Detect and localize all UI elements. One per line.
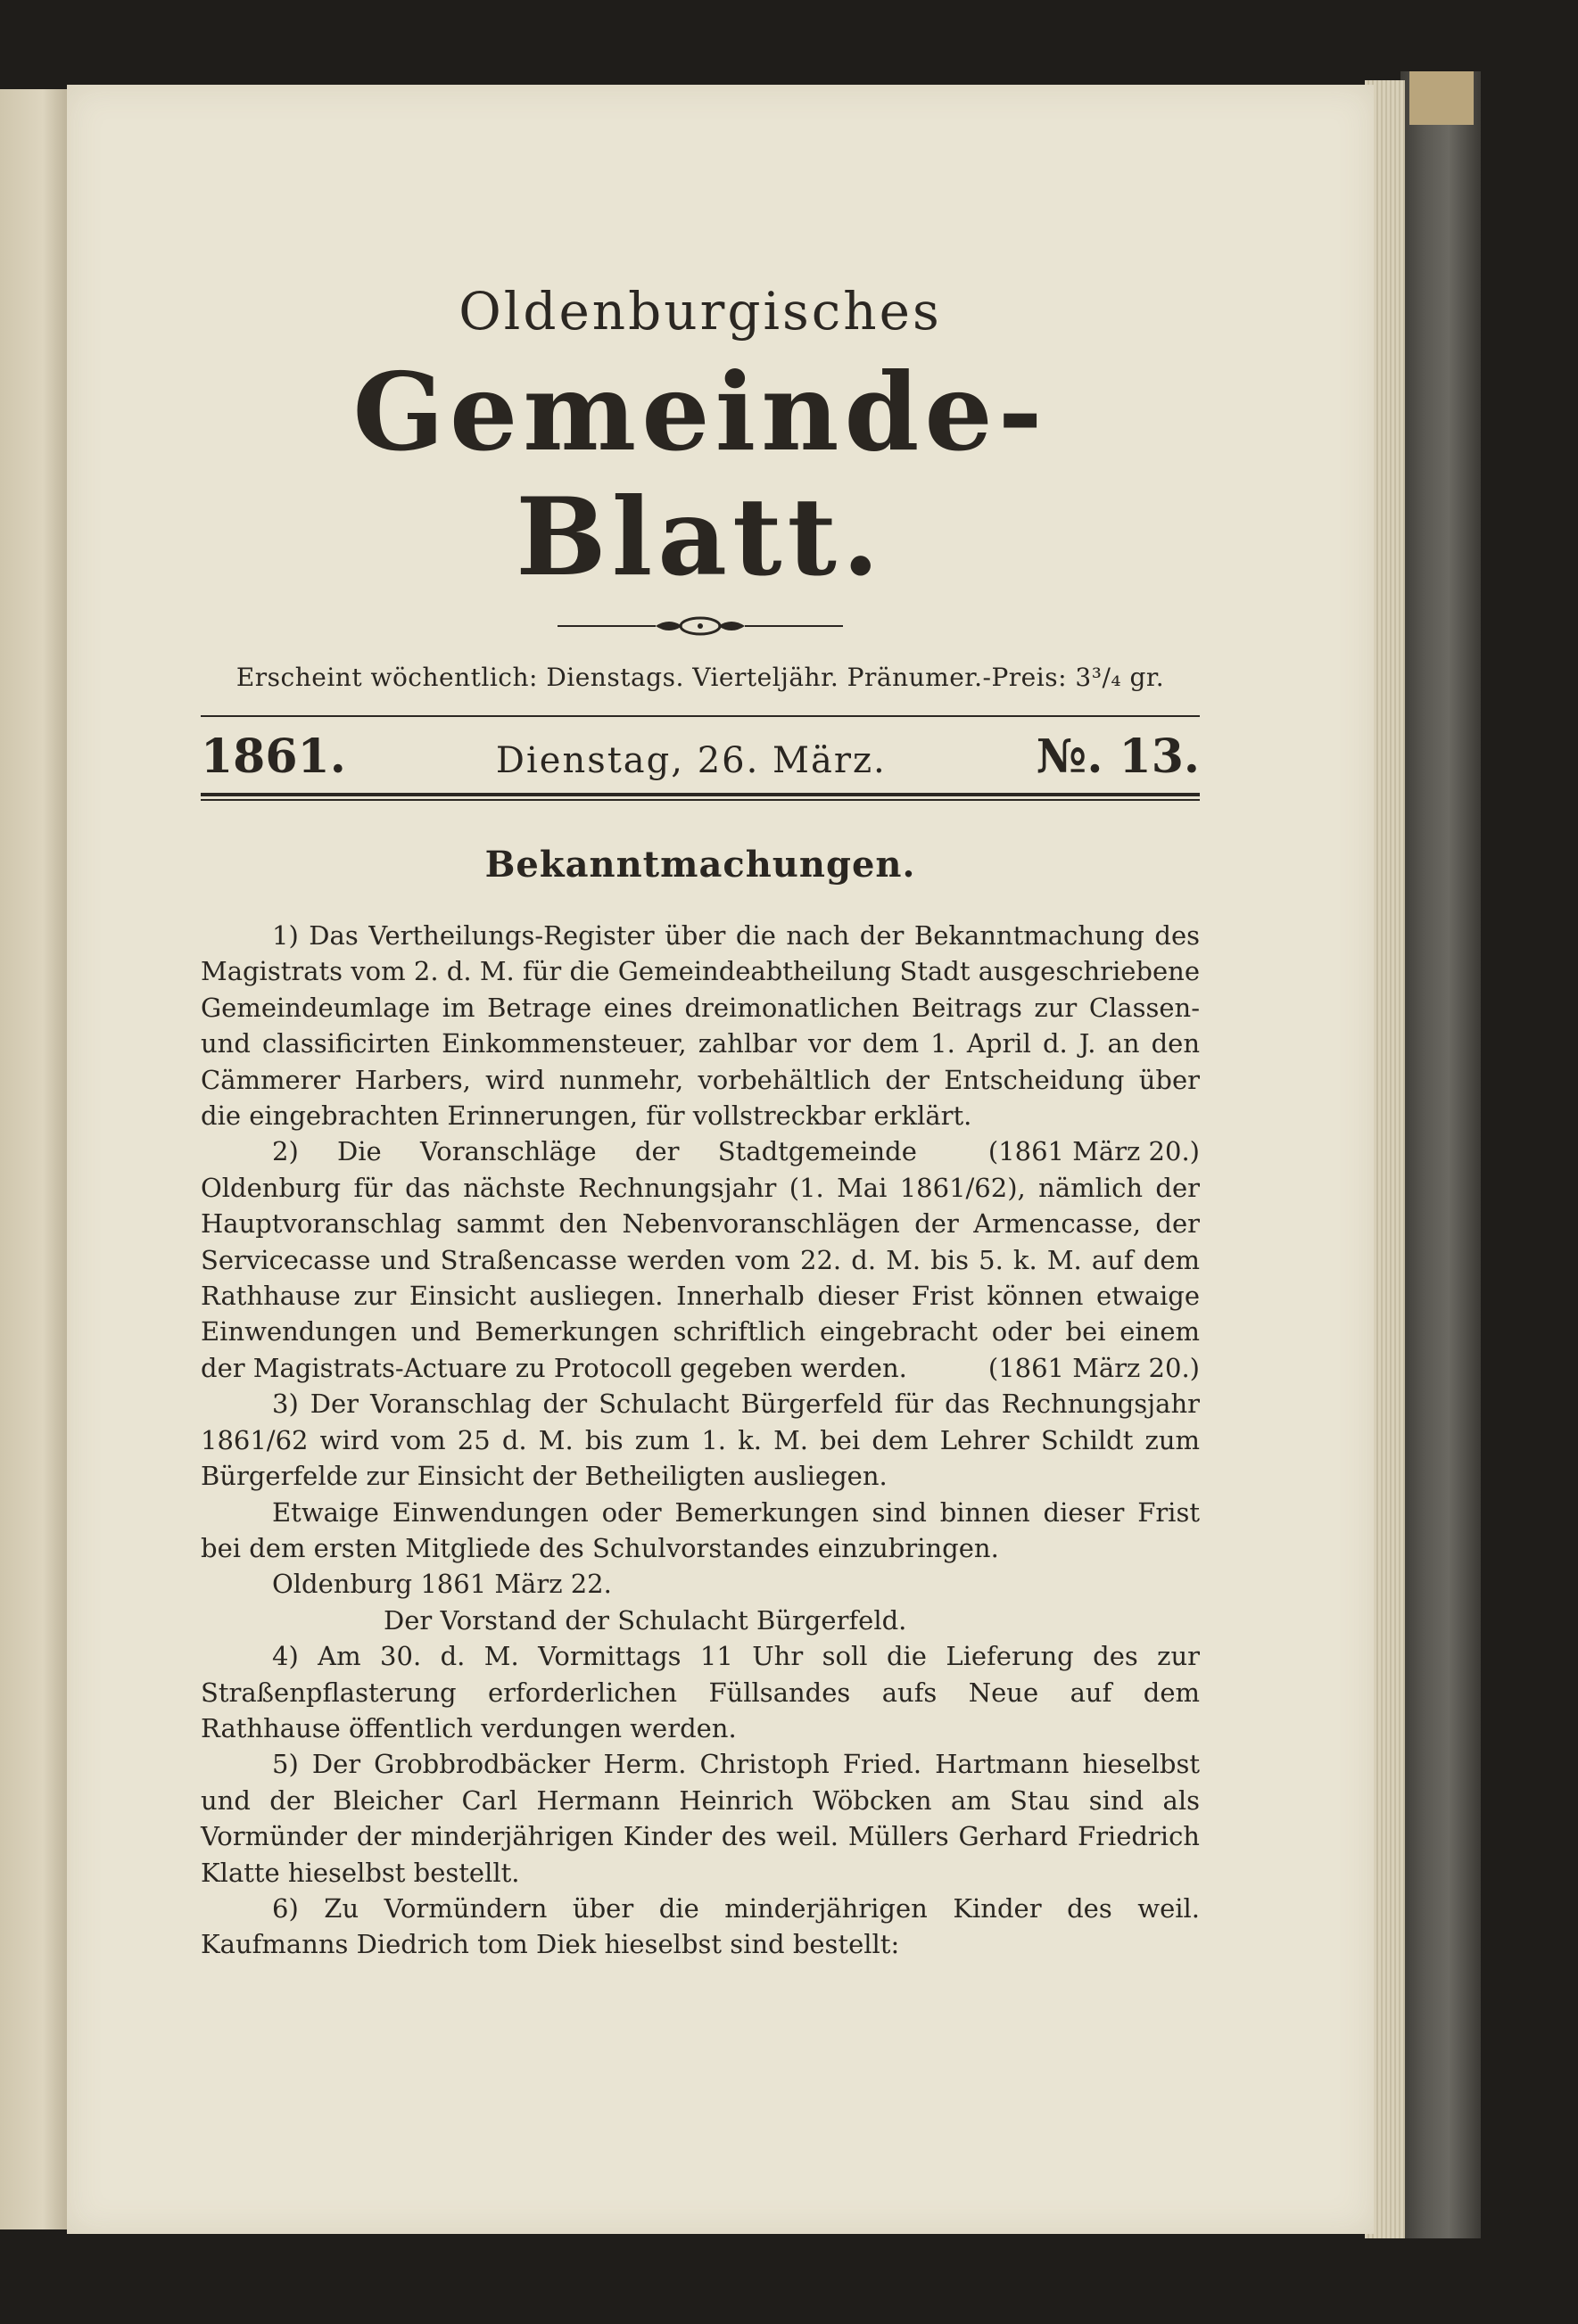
ornament-divider-icon (558, 614, 843, 638)
notice-text: 1) Das Vertheilungs-Register über die nach der Bekanntmachung des Magistrats vom 2. d. M. für die Gemeindeabtheilung Stadt ausgeschriebene Gemeindeumlage im Betrage eines dreimonatlichen Beitrags zur Classen- und classificirten Einkommensteuer, zahlbar vor dem 1. April d. J. an den Cämmerer Harbers, wird nunmehr, vorbehältlich der Entscheidung über die eingebrachten Erinnerungen, für vollstreckbar erklärt. (201, 920, 1200, 1132)
issue-number: №. 13. (1036, 729, 1200, 784)
notice-5: 5) Der Grobbrodbäcker Herm. Christoph Fried. Hartmann hieselbst und der Bleicher Carl Hermann Heinrich Wöbcken am Stau sind als Vormünder der minderjährigen Kinder des weil. Müllers Gerhard Friedrich Klatte hieselbst bestellt. (201, 1749, 1200, 1888)
newspaper-page (67, 85, 1374, 2234)
notice-text: 2) Die Voranschläge der Stadtgemeinde Oldenburg für das nächste Rechnungsjahr (1. Mai 1861/62), nämlich der Hauptvoranschlag sammt den Nebenvoranschlägen der Armencasse, der Servicecasse und Straßencasse werden vom 22. d. M. bis 5. k. M. auf dem Rathhause zur Einsicht ausliegen. Innerhalb dieser Frist können etwaige Einwendungen und Bemerkungen schriftlich eingebracht oder bei einem der Magistrats-Actuare zu Protocoll gegeben werden. (201, 1136, 1200, 1383)
notice-2 (201, 1133, 1200, 1386)
notice-3 (201, 1386, 1200, 1494)
masthead-big-title: Gemeinde-Blatt. (352, 350, 1048, 600)
book-binding (1400, 71, 1481, 2238)
notice-3-objections: Etwaige Einwendungen oder Bemerkungen sind binnen dieser Frist bei dem ersten Mitgliede des Schulvorstandes einzubringen. (201, 1496, 1200, 1563)
issue-date: Dienstag, 26. März. (495, 740, 887, 781)
left-page-edge (0, 89, 71, 2229)
notice-6: 6) Zu Vormündern über die minderjährigen Kinder des weil. Kaufmanns Diedrich tom Diek hieselbst sind bestellt: (201, 1892, 1200, 1960)
dateline (201, 717, 1200, 793)
notice-date: (1861 März 20.) (987, 1352, 1200, 1383)
notice-3-signature: Der Vorstand der Schulacht Bürgerfeld. (384, 1604, 907, 1636)
publication-info: Erscheint wöchentlich: Dienstags. Vierteljähr. Pränumer.-Preis: 3³/₄ gr. (235, 663, 1165, 692)
notice-3-place-date: Oldenburg 1861 März 22. (272, 1569, 612, 1600)
notices-body (201, 918, 1200, 1963)
notice-1 (201, 918, 1200, 1167)
issue-year: 1861. (201, 729, 346, 784)
notice-text: 3) Der Voranschlag der Schulacht Bürgerfeld für das Rechnungsjahr 1861/62 wird vom 25 d. M. bis zum 1. k. M. bei dem Lehrer Schildt zum Bürgerfelde zur Einsicht der Betheiligten ausliegen. (201, 1389, 1200, 1492)
double-rule (201, 793, 1200, 801)
masthead-small-title: Oldenburgisches (459, 281, 942, 342)
notice-4: 4) Am 30. d. M. Vormittags 11 Uhr soll die Lieferung des zur Straßenpflasterung erforderlichen Füllsandes aufs Neue auf dem Rathhause öffentlich verdungen werden. (201, 1641, 1200, 1743)
notice-date: (1861 März 20.) (987, 1136, 1200, 1167)
section-title: Bekanntmachungen. (484, 844, 916, 886)
page-content (201, 254, 1200, 1963)
binding-corner (1409, 71, 1474, 125)
